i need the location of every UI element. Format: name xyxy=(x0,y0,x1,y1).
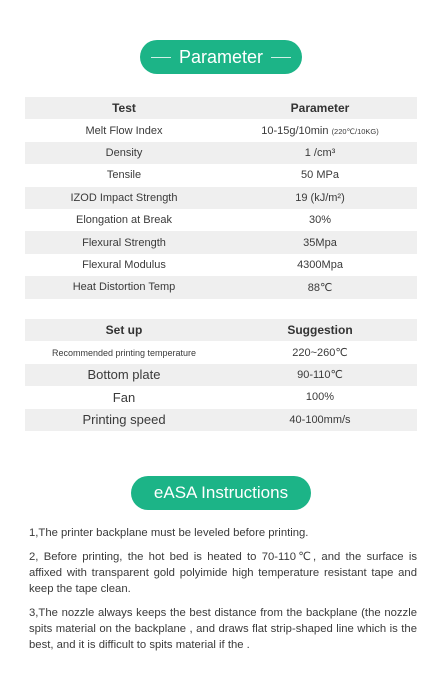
test-value: 19 (kJ/m²) xyxy=(223,187,417,209)
test-name: Elongation at Break xyxy=(75,214,172,227)
table-row xyxy=(25,209,417,231)
table-header-row xyxy=(25,97,417,119)
instruction-item: 3,The nozzle always keeps the best distance from the backplane (the nozzle spits material on the backplane , and draws flat strip-shaped line which is the best, and it is difficult to spits material if the . xyxy=(29,607,417,651)
divider-left xyxy=(151,57,171,58)
value-note: (220℃/10KG) xyxy=(331,126,379,136)
column-header-test: Test xyxy=(25,97,223,119)
setup-item: Recommended printing temperature xyxy=(51,347,197,358)
setup-item: Fan xyxy=(112,389,136,405)
setup-value: 220~260℃ xyxy=(292,347,348,360)
setup-table xyxy=(25,319,417,431)
table-row xyxy=(25,254,417,276)
parameter-title: Parameter xyxy=(178,46,264,67)
test-name: IZOD Impact Strength xyxy=(25,187,223,209)
test-name: Heat Distortion Temp xyxy=(25,276,223,298)
table-row xyxy=(25,231,417,253)
table-row xyxy=(25,341,417,363)
instruction-item: 2, Before printing, the hot bed is heated to 70-110℃, and the surface is affixed with transparent gold polyimide high temperature resistant tape and keep the tape clean. xyxy=(29,551,417,595)
value-text: 10-15g/10min xyxy=(261,124,329,137)
setup-item: Printing speed xyxy=(25,409,223,431)
table-row xyxy=(25,142,417,164)
setup-item: Bottom plate xyxy=(25,364,223,386)
instructions-list xyxy=(29,525,417,661)
test-name: Tensile xyxy=(106,169,142,182)
column-header-suggestion: Suggestion xyxy=(223,319,417,341)
instruction-item: 1,The printer backplane must be leveled before printing. xyxy=(29,527,309,539)
table-row xyxy=(25,276,417,298)
table-header-row xyxy=(25,319,417,341)
parameter-table xyxy=(25,97,417,299)
setup-value: 100% xyxy=(305,391,335,404)
setup-value: 90-110℃ xyxy=(223,364,417,386)
test-value: 88℃ xyxy=(223,276,417,298)
test-name: Flexural Modulus xyxy=(82,258,166,271)
test-value: 50 MPa xyxy=(301,169,339,182)
table-row xyxy=(25,386,417,408)
instructions-heading xyxy=(131,476,311,510)
test-value: 30% xyxy=(308,214,332,227)
test-name: Density xyxy=(25,142,223,164)
test-name: Flexural Strength xyxy=(25,231,223,253)
test-value: 35Mpa xyxy=(223,231,417,253)
table-row xyxy=(25,164,417,186)
table-row xyxy=(25,409,417,431)
test-value: 4300Mpa xyxy=(297,258,343,271)
table-row xyxy=(25,364,417,386)
test-name: Melt Flow Index xyxy=(85,124,163,137)
column-header-parameter: Parameter xyxy=(223,97,417,119)
test-value xyxy=(223,119,417,141)
instructions-title: eASA Instructions xyxy=(153,483,289,502)
table-row xyxy=(25,119,417,141)
column-header-setup: Set up xyxy=(25,319,223,341)
setup-value: 40-100mm/s xyxy=(223,409,417,431)
table-row xyxy=(25,187,417,209)
parameter-heading xyxy=(140,40,302,74)
test-value: 1 /cm³ xyxy=(223,142,417,164)
divider-right xyxy=(271,57,291,58)
